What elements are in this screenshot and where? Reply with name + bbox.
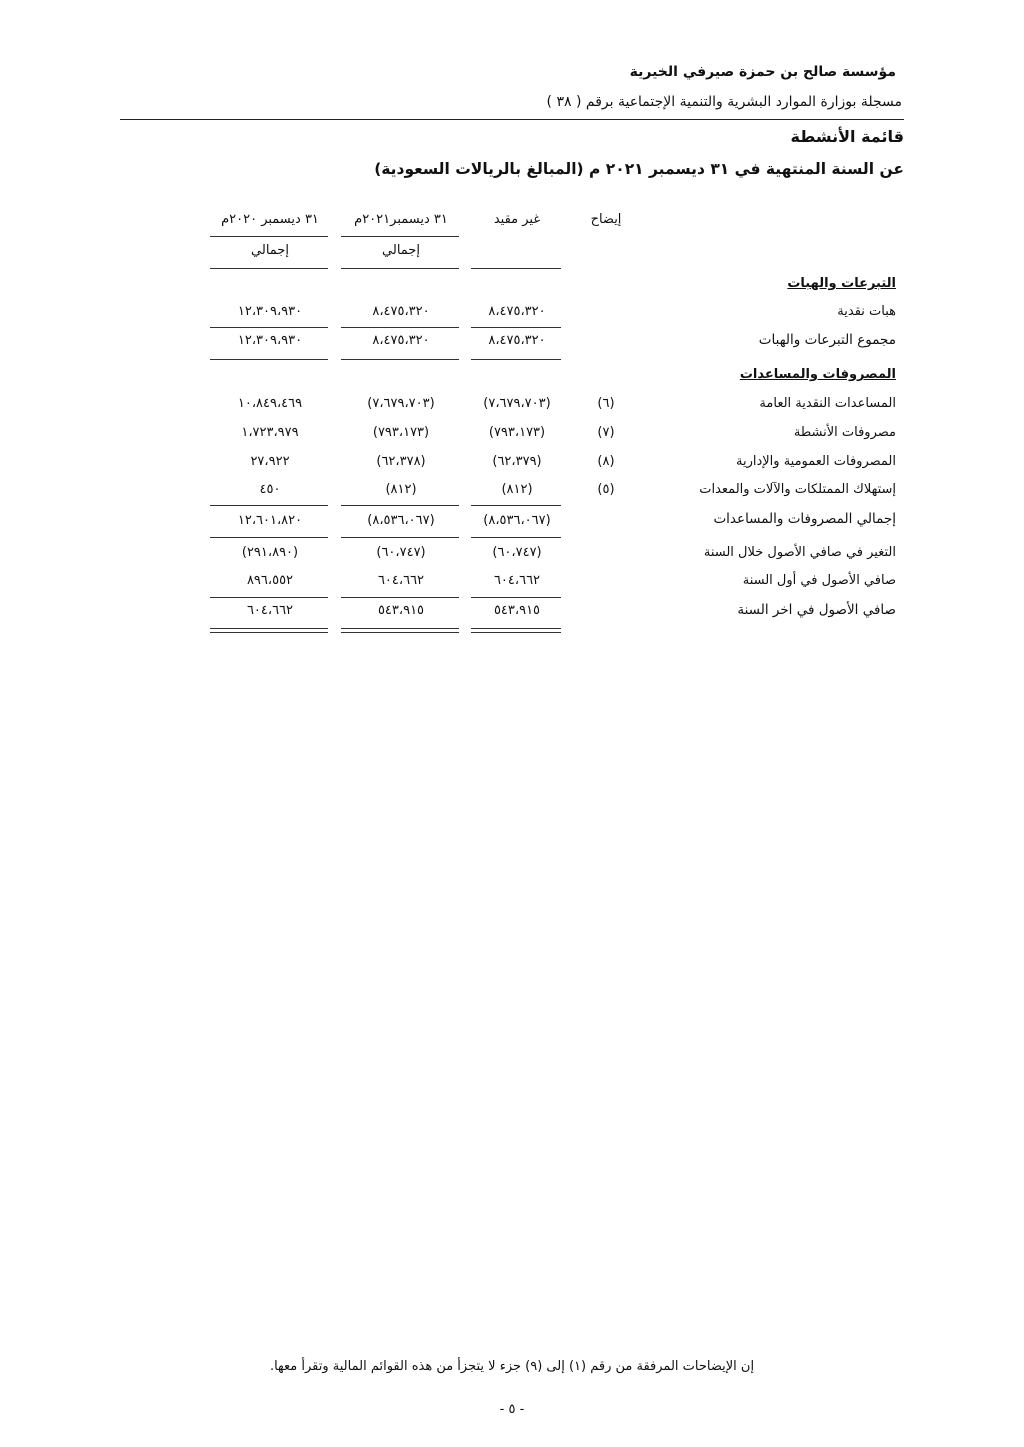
total-rule-2020	[210, 597, 328, 598]
organization-name: مؤسسة صالح بن حمزة صيرفي الخيرية	[629, 64, 896, 80]
total-rule-unrestricted	[471, 537, 561, 538]
note-reference: (٥)	[597, 482, 615, 497]
unrestricted-value: ٦٠٤،٦٦٢	[493, 573, 541, 588]
header-rule-2021	[341, 236, 459, 237]
row-label: إستهلاك الممتلكات والآلات والمعدات	[699, 482, 896, 497]
year-2020-column-header: ٣١ ديسمبر ٢٠٢٠م	[221, 212, 319, 227]
double-rule-2020	[210, 628, 328, 633]
unrestricted-value: (٧٩٣،١٧٣)	[488, 425, 546, 440]
year-2020-value: ١٢،٣٠٩،٩٣٠	[237, 333, 303, 348]
year-2020-value: ١٢،٦٠١،٨٢٠	[237, 513, 303, 528]
note-reference: (٦)	[597, 396, 615, 411]
double-rule-unrestricted	[471, 628, 561, 633]
total-rule-unrestricted	[471, 505, 561, 506]
row-label: التغير في صافي الأصول خلال السنة	[703, 545, 896, 560]
footer-note: إن الإيضاحات المرفقة من رقم (١) إلى (٩) جزء لا يتجزأ من هذه القوائم المالية وتقرأ معها.	[269, 1359, 755, 1374]
year-2021-value: (٨،٥٣٦،٠٦٧)	[367, 513, 435, 528]
total-rule-unrestricted	[471, 327, 561, 328]
year-2021-value: ٨،٤٧٥،٣٢٠	[372, 333, 430, 348]
total-rule-2020	[210, 537, 328, 538]
year-2021-value: (٧٩٣،١٧٣)	[372, 425, 430, 440]
year-2021-value: ٥٤٣،٩١٥	[377, 603, 425, 618]
year-2020-value: (٢٩١،٨٩٠)	[241, 545, 299, 560]
year-2020-value: ١،٧٢٣،٩٧٩	[241, 425, 299, 440]
total-rule-2021	[341, 327, 459, 328]
unrestricted-value: ٨،٤٧٥،٣٢٠	[488, 333, 546, 348]
year-2020-value: ٦٠٤،٦٦٢	[246, 603, 294, 618]
unrestricted-value: (٨١٢)	[501, 482, 533, 497]
year-2021-value: (٧،٦٧٩،٧٠٣)	[367, 396, 435, 411]
total-rule-2021	[341, 597, 459, 598]
section-heading-donations: التبرعات والهبات	[787, 276, 896, 291]
total-rule-2021	[341, 359, 459, 360]
unrestricted-value: ٨،٤٧٥،٣٢٠	[488, 304, 546, 319]
row-label: هبات نقدية	[837, 304, 896, 319]
total-rule-2021	[341, 505, 459, 506]
year-2020-value: ٤٥٠	[259, 482, 281, 497]
note-reference: (٨)	[597, 454, 615, 469]
note-reference: (٧)	[597, 425, 615, 440]
subheader-rule-2020	[210, 268, 328, 269]
statement-title: قائمة الأنشطة	[790, 127, 904, 146]
statement-period: عن السنة المنتهية في ٣١ ديسمبر ٢٠٢١ م (المبالغ بالريالات السعودية)	[374, 160, 904, 178]
header-divider	[120, 119, 904, 120]
year-2020-value: ٢٧،٩٢٢	[250, 454, 290, 469]
year-2021-value: (٨١٢)	[385, 482, 417, 497]
year-2021-subheader: إجمالي	[382, 243, 420, 258]
unrestricted-column-header: غير مقيد	[493, 212, 541, 227]
unrestricted-value: ٥٤٣،٩١٥	[493, 603, 541, 618]
total-rule-2021	[341, 537, 459, 538]
year-2021-column-header: ٣١ ديسمبر٢٠٢١م	[354, 212, 448, 227]
total-rule-2020	[210, 505, 328, 506]
total-rule-2020	[210, 327, 328, 328]
year-2020-value: ١٢،٣٠٩،٩٣٠	[237, 304, 303, 319]
row-label-net-assets-end: صافي الأصول في اخر السنة	[737, 602, 896, 618]
year-2021-value: ٨،٤٧٥،٣٢٠	[372, 304, 430, 319]
year-2020-value: ١٠،٨٤٩،٤٦٩	[237, 396, 303, 411]
year-2020-value: ٨٩٦،٥٥٢	[246, 573, 294, 588]
section-heading-expenses: المصروفات والمساعدات	[739, 367, 896, 382]
year-2021-value: (٦٢،٣٧٨)	[376, 454, 426, 469]
unrestricted-value: (٦٢،٣٧٩)	[492, 454, 542, 469]
total-rule-unrestricted	[471, 597, 561, 598]
registration-line: مسجلة بوزارة الموارد البشرية والتنمية الإجتماعية برقم ( ٣٨ )	[546, 94, 902, 110]
unrestricted-value: (٨،٥٣٦،٠٦٧)	[483, 513, 551, 528]
page-number: - ٥ -	[499, 1402, 525, 1417]
row-label: مصروفات الأنشطة	[793, 425, 896, 440]
unrestricted-value: (٦٠،٧٤٧)	[492, 545, 542, 560]
unrestricted-value: (٧،٦٧٩،٧٠٣)	[483, 396, 551, 411]
header-rule-2020	[210, 236, 328, 237]
row-label: المصروفات العمومية والإدارية	[736, 454, 896, 469]
row-label-total-donations: مجموع التبرعات والهبات	[758, 332, 896, 348]
row-label: المساعدات النقدية العامة	[759, 396, 896, 411]
year-2020-subheader: إجمالي	[251, 243, 289, 258]
subheader-rule-2021	[341, 268, 459, 269]
row-label-total-expenses: إجمالي المصروفات والمساعدات	[713, 511, 896, 527]
note-column-header: إيضاح	[590, 212, 622, 227]
subheader-rule-unrestricted	[471, 268, 561, 269]
total-rule-unrestricted	[471, 359, 561, 360]
year-2021-value: (٦٠،٧٤٧)	[376, 545, 426, 560]
year-2021-value: ٦٠٤،٦٦٢	[377, 573, 425, 588]
total-rule-2020	[210, 359, 328, 360]
double-rule-2021	[341, 628, 459, 633]
row-label: صافي الأصول في أول السنة	[742, 573, 896, 588]
